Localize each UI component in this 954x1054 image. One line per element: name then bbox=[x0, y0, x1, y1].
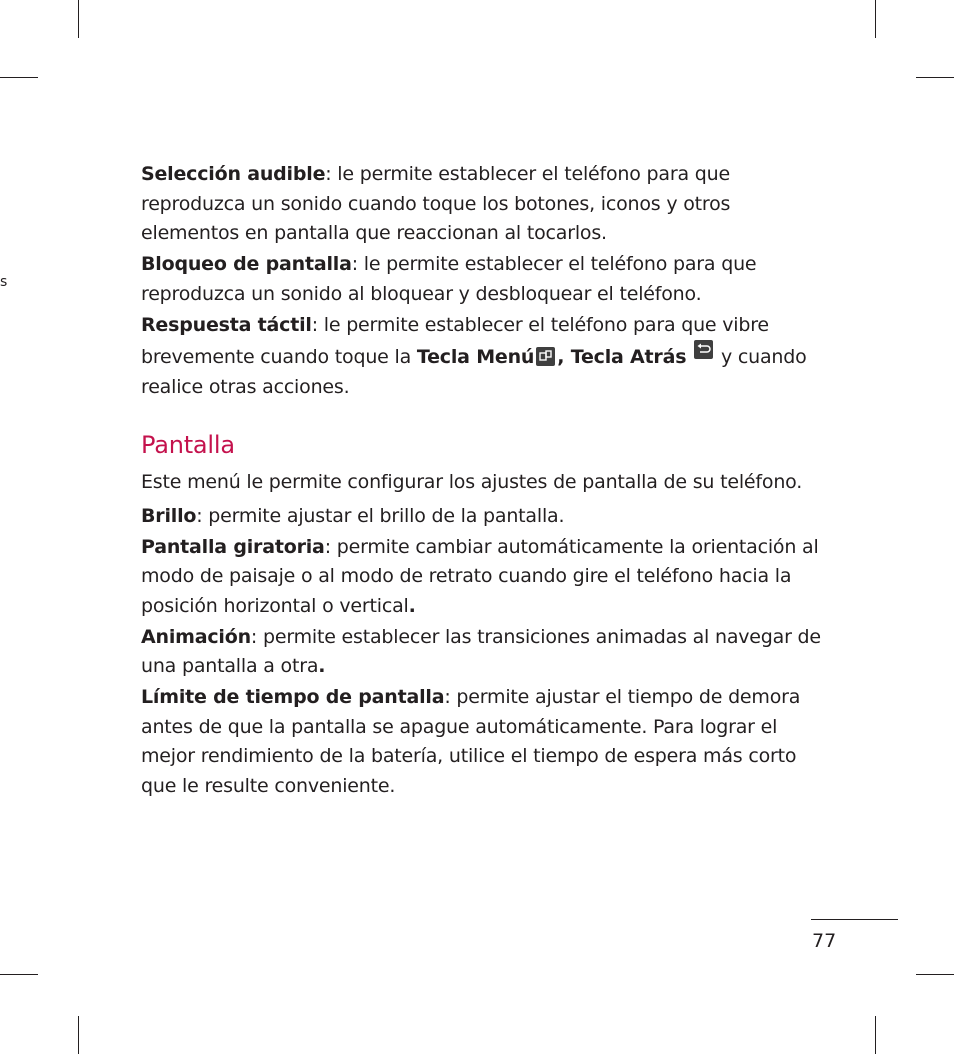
description: : permite establecer las transiciones animadas al navegar de una pantalla a otra bbox=[141, 625, 821, 677]
menu-key-icon bbox=[536, 347, 555, 366]
margin-letter: s bbox=[0, 274, 8, 290]
description: y cuando realice otras acciones. bbox=[141, 346, 807, 398]
crop-mark bbox=[0, 77, 38, 78]
page-content bbox=[141, 160, 831, 803]
crop-mark bbox=[78, 0, 79, 38]
description: : le permite establecer el teléfono para que vibre brevemente cuando toque la bbox=[141, 313, 769, 368]
page-number: 77 bbox=[812, 930, 837, 952]
crop-mark bbox=[0, 974, 38, 975]
back-key-icon bbox=[694, 340, 713, 359]
paragraph-bloqueo-pantalla bbox=[141, 250, 831, 309]
paragraph-animacion bbox=[141, 623, 831, 682]
description: : le permite establecer el teléfono para que reproduzca un sonido cuando toque los botones, iconos y otros elementos en pantalla que reaccionan al tocarlos. bbox=[141, 163, 731, 244]
period: . bbox=[318, 655, 326, 677]
description: : permite ajustar el tiempo de demora antes de que la pantalla se apague automáticamente. Para lograr el mejor rendimiento de la batería, utilice el tiempo de espera más corto que le resulte conveniente. bbox=[141, 686, 801, 797]
menu-key-label: Tecla Menú bbox=[416, 346, 535, 368]
period: . bbox=[408, 594, 416, 617]
paragraph-seleccion-audible bbox=[141, 160, 831, 249]
crop-mark bbox=[875, 1016, 876, 1054]
crop-mark bbox=[875, 0, 876, 38]
crop-mark bbox=[916, 974, 954, 975]
term: Brillo bbox=[141, 504, 197, 527]
term: Pantalla giratoria bbox=[141, 535, 325, 558]
paragraph-pantalla-giratoria bbox=[141, 533, 831, 622]
paragraph-brillo bbox=[141, 502, 831, 532]
section-heading: Pantalla bbox=[141, 431, 235, 459]
description: : permite ajustar el brillo de la pantalla. bbox=[196, 504, 565, 527]
page-number-rule bbox=[811, 919, 898, 920]
paragraph-limite-tiempo bbox=[141, 683, 831, 801]
crop-mark bbox=[916, 77, 954, 78]
section-intro: Este menú le permite configurar los ajustes de pantalla de su teléfono. bbox=[141, 471, 803, 493]
crop-mark bbox=[78, 1016, 79, 1054]
term: Respuesta táctil bbox=[141, 313, 312, 336]
separator: , bbox=[557, 346, 571, 368]
term: Selección audible bbox=[141, 163, 326, 185]
term: Límite de tiempo de pantalla bbox=[141, 686, 445, 708]
term: Animación bbox=[141, 625, 251, 648]
paragraph-respuesta-tactil bbox=[141, 311, 831, 403]
description: : permite cambiar automáticamente la orientación al modo de paisaje o al modo de retrato cuando gire el teléfono hacia la posición horizontal o vertical bbox=[141, 535, 819, 617]
description: : le permite establecer el teléfono para que reproduzca un sonido al bloquear y desbloquear el teléfono. bbox=[141, 253, 757, 305]
term: Bloqueo de pantalla bbox=[141, 253, 352, 275]
back-key-label: Tecla Atrás bbox=[570, 346, 687, 368]
